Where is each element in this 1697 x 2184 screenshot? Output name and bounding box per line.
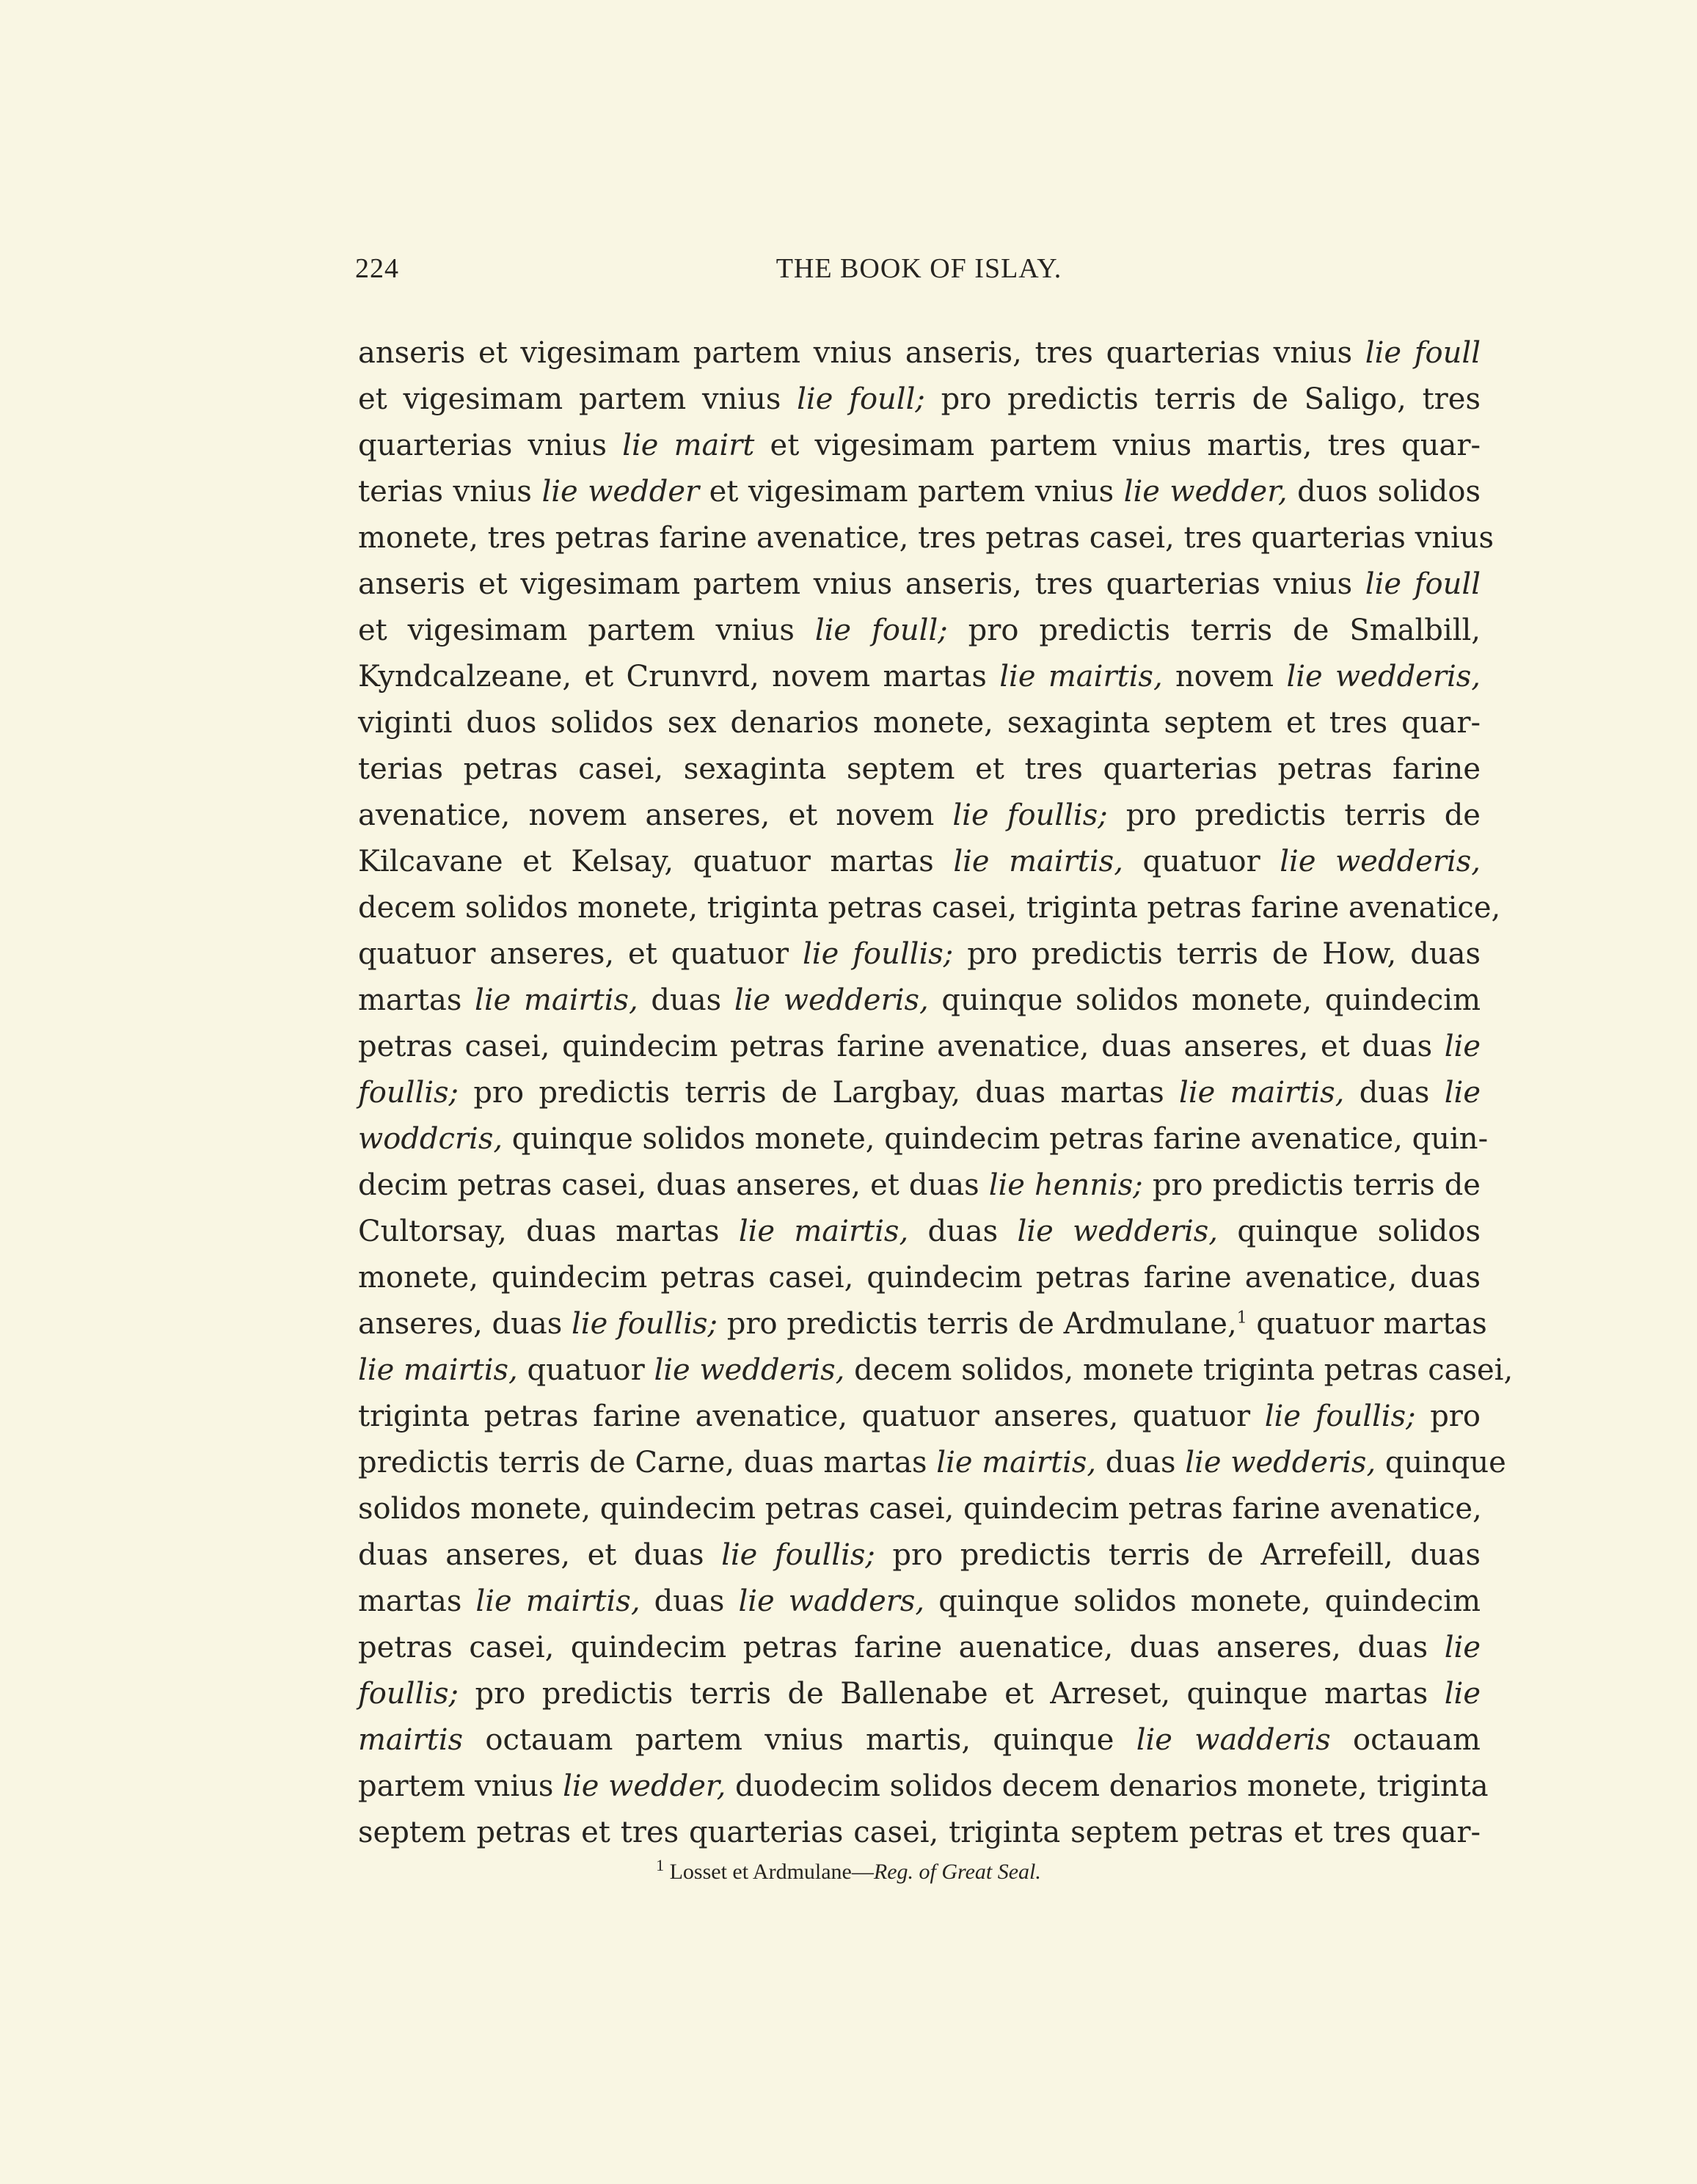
text-segment: Kilcavane et Kelsay, quatuor martas <box>358 845 954 878</box>
text-segment: pro predictis terris de Saligo, tres <box>924 382 1481 416</box>
italic-phrase: lie mairtis, <box>475 1584 641 1618</box>
text-segment: anseris et vigesimam partem vnius anseris, tres quarterias vnius <box>358 336 1365 370</box>
italic-phrase: lie wedder, <box>563 1769 726 1803</box>
footnote-mark: 1 <box>656 1856 665 1874</box>
text-line <box>358 746 1481 793</box>
italic-phrase: lie wedder, <box>1123 475 1288 509</box>
text-line <box>358 839 1481 885</box>
footnote-text: Losset et Ardmulane— <box>664 1860 874 1884</box>
text-segment: anseres, duas <box>358 1307 572 1341</box>
text-line <box>358 469 1481 515</box>
italic-phrase: lie foull; <box>797 382 925 416</box>
text-line <box>358 1116 1489 1162</box>
running-title: THE BOOK OF ISLAY. <box>775 253 1062 284</box>
text-segment: et vigesimam partem vnius <box>358 614 815 647</box>
text-line <box>358 1209 1481 1255</box>
footnote-ref: 1 <box>1236 1308 1247 1328</box>
italic-phrase: lie <box>1444 1076 1481 1110</box>
text-line <box>358 885 1501 931</box>
text-segment: monete, tres petras farine avenatice, tres petras casei, tres quarterias vnius <box>358 521 1495 555</box>
italic-phrase: lie <box>1444 1030 1481 1063</box>
italic-phrase: lie mairtis, <box>358 1353 518 1387</box>
text-segment: decem solidos, monete triginta petras casei, <box>844 1353 1514 1387</box>
italic-phrase: lie mairtis, <box>953 845 1123 878</box>
italic-phrase: lie wedderis, <box>1286 660 1481 694</box>
text-segment: duodecim solidos decem denarios monete, triginta <box>726 1769 1489 1803</box>
italic-phrase: lie foull; <box>814 614 948 647</box>
text-line <box>358 1579 1481 1625</box>
italic-phrase: lie mairt <box>622 429 755 462</box>
italic-phrase: lie wedderis, <box>1185 1446 1376 1479</box>
text-segment: et vigesimam partem vnius <box>358 382 798 416</box>
text-segment: predictis terris de Carne, duas martas <box>358 1446 937 1479</box>
italic-phrase: woddcris, <box>358 1122 503 1156</box>
italic-phrase: lie mairtis, <box>936 1446 1097 1479</box>
text-segment: petras casei, quindecim petras farine auenatice, duas anseres, duas <box>358 1631 1445 1664</box>
text-line <box>358 1301 1487 1347</box>
text-segment: martas <box>358 983 475 1017</box>
italic-phrase: lie mairtis, <box>1179 1076 1345 1110</box>
italic-phrase: lie wedderis, <box>1017 1215 1219 1248</box>
text-segment: et vigesimam partem vnius martis, tres quar- <box>754 429 1481 462</box>
text-segment: Kyndcalzeane, et Crunvrd, novem martas <box>358 660 1000 694</box>
italic-phrase: lie foullis; <box>572 1307 718 1341</box>
text-segment: octauam <box>1330 1723 1481 1757</box>
text-line <box>358 1763 1489 1810</box>
italic-phrase: lie mairtis, <box>475 983 638 1017</box>
text-segment: duas <box>1096 1446 1186 1479</box>
italic-phrase: lie wedderis, <box>734 983 929 1017</box>
text-segment: pro predictis terris de <box>1142 1168 1481 1202</box>
italic-phrase: lie wedderis, <box>654 1353 845 1387</box>
text-line <box>358 793 1481 839</box>
text-segment: quatuor anseres, et quatuor <box>358 937 803 971</box>
text-segment: duas <box>908 1215 1018 1248</box>
italic-phrase: lie foull <box>1365 336 1481 370</box>
text-segment: quinque solidos monete, quindecim <box>924 1584 1481 1618</box>
text-segment: pro predictis terris de <box>1107 798 1481 832</box>
italic-phrase: lie hennis; <box>988 1168 1143 1202</box>
text-segment: quinque solidos monete, quindecim <box>928 983 1481 1017</box>
text-segment: petras casei, quindecim petras farine avenatice, duas anseres, et duas <box>358 1030 1445 1063</box>
italic-phrase: lie wadderis <box>1136 1723 1331 1757</box>
text-segment: octauam partem vnius martis, quinque <box>463 1723 1136 1757</box>
italic-phrase: mairtis <box>358 1723 464 1757</box>
text-segment: pro predictis terris de How, duas <box>953 937 1481 971</box>
body-text <box>358 330 1514 1856</box>
text-segment: duas anseres, et duas <box>358 1538 722 1572</box>
italic-phrase: lie foullis; <box>1264 1399 1416 1433</box>
text-line <box>358 608 1481 654</box>
italic-phrase: lie foullis; <box>721 1538 875 1572</box>
text-segment: duas <box>638 983 734 1017</box>
text-segment: anseris et vigesimam partem vnius anseris, tres quarterias vnius <box>358 567 1365 601</box>
italic-phrase: lie foullis; <box>952 798 1108 832</box>
text-segment: quatuor martas <box>1247 1307 1487 1341</box>
text-line <box>358 978 1481 1024</box>
text-segment: pro predictis terris de Ballenabe et Arreset, quinque martas <box>459 1677 1445 1711</box>
italic-phrase: lie foullis; <box>802 937 954 971</box>
footnote <box>0 1856 1697 1885</box>
text-segment: pro predictis terris de Largbay, duas martas <box>459 1076 1180 1110</box>
italic-phrase: lie mairtis, <box>738 1215 909 1248</box>
text-line <box>358 931 1481 978</box>
text-line <box>358 1347 1514 1394</box>
text-line <box>358 1717 1481 1763</box>
running-header <box>355 252 1483 296</box>
text-segment: terias vnius <box>358 475 542 509</box>
text-line <box>358 1532 1481 1579</box>
text-segment: quatuor <box>517 1353 654 1387</box>
italic-phrase: lie <box>1444 1631 1481 1664</box>
italic-phrase: lie wadders, <box>738 1584 925 1618</box>
text-segment: et vigesimam partem vnius <box>699 475 1124 509</box>
text-line <box>358 1486 1481 1532</box>
text-line <box>358 1162 1481 1209</box>
text-line <box>358 561 1481 608</box>
text-segment: decem solidos monete, triginta petras casei, triginta petras farine avenatice, <box>358 891 1501 925</box>
page-number: 224 <box>355 253 399 284</box>
text-line <box>358 1625 1481 1671</box>
text-segment: quinque solidos <box>1218 1215 1481 1248</box>
text-segment: avenatice, novem anseres, et novem <box>358 798 953 832</box>
text-segment: duas <box>1344 1076 1445 1110</box>
text-segment: pro <box>1415 1399 1481 1433</box>
text-segment: duas <box>640 1584 739 1618</box>
text-line <box>358 376 1481 423</box>
text-segment: monete, quindecim petras casei, quindecim petras farine avenatice, duas <box>358 1261 1481 1295</box>
text-segment: quinque <box>1376 1446 1506 1479</box>
text-line <box>358 1024 1481 1070</box>
italic-phrase: foullis; <box>358 1076 459 1110</box>
italic-phrase: foullis; <box>358 1677 459 1711</box>
text-line <box>358 1255 1481 1301</box>
text-line <box>358 1440 1506 1486</box>
italic-phrase: lie foull <box>1365 567 1481 601</box>
text-line <box>358 1070 1481 1116</box>
italic-phrase: lie mairtis, <box>999 660 1163 694</box>
text-segment: Cultorsay, duas martas <box>358 1215 739 1248</box>
text-segment: solidos monete, quindecim petras casei, quindecim petras farine avenatice, <box>358 1492 1482 1526</box>
footnote-source: Reg. of Great Seal. <box>873 1860 1041 1884</box>
text-segment: pro predictis terris de Ardmulane, <box>718 1307 1237 1341</box>
text-line <box>358 423 1481 469</box>
text-line <box>358 1394 1481 1440</box>
text-segment: pro predictis terris de Arrefeill, duas <box>875 1538 1481 1572</box>
text-segment: terias petras casei, sexaginta septem et tres quarterias petras farine <box>358 752 1481 786</box>
text-segment: novem <box>1162 660 1287 694</box>
text-segment: duos solidos <box>1287 475 1481 509</box>
text-segment: quatuor <box>1123 845 1280 878</box>
text-segment: martas <box>358 1584 476 1618</box>
text-line <box>358 1810 1481 1856</box>
text-segment: quinque solidos monete, quindecim petras farine avenatice, quin- <box>503 1122 1489 1156</box>
text-segment: decim petras casei, duas anseres, et duas <box>358 1168 989 1202</box>
italic-phrase: lie <box>1444 1677 1481 1711</box>
text-line <box>358 654 1481 700</box>
text-segment: septem petras et tres quarterias casei, triginta septem petras et tres quar- <box>358 1816 1481 1849</box>
text-segment: quarterias vnius <box>358 429 623 462</box>
text-line <box>358 515 1495 561</box>
text-line <box>358 700 1481 746</box>
text-line <box>358 1671 1481 1717</box>
italic-phrase: lie wedder <box>541 475 700 509</box>
text-segment: partem vnius <box>358 1769 563 1803</box>
italic-phrase: lie wedderis, <box>1280 845 1481 878</box>
text-segment: viginti duos solidos sex denarios monete, sexaginta septem et tres quar- <box>358 706 1481 740</box>
text-segment: pro predictis terris de Smalbill, <box>947 614 1481 647</box>
text-line <box>358 330 1481 376</box>
text-segment: triginta petras farine avenatice, quatuor anseres, quatuor <box>358 1399 1265 1433</box>
